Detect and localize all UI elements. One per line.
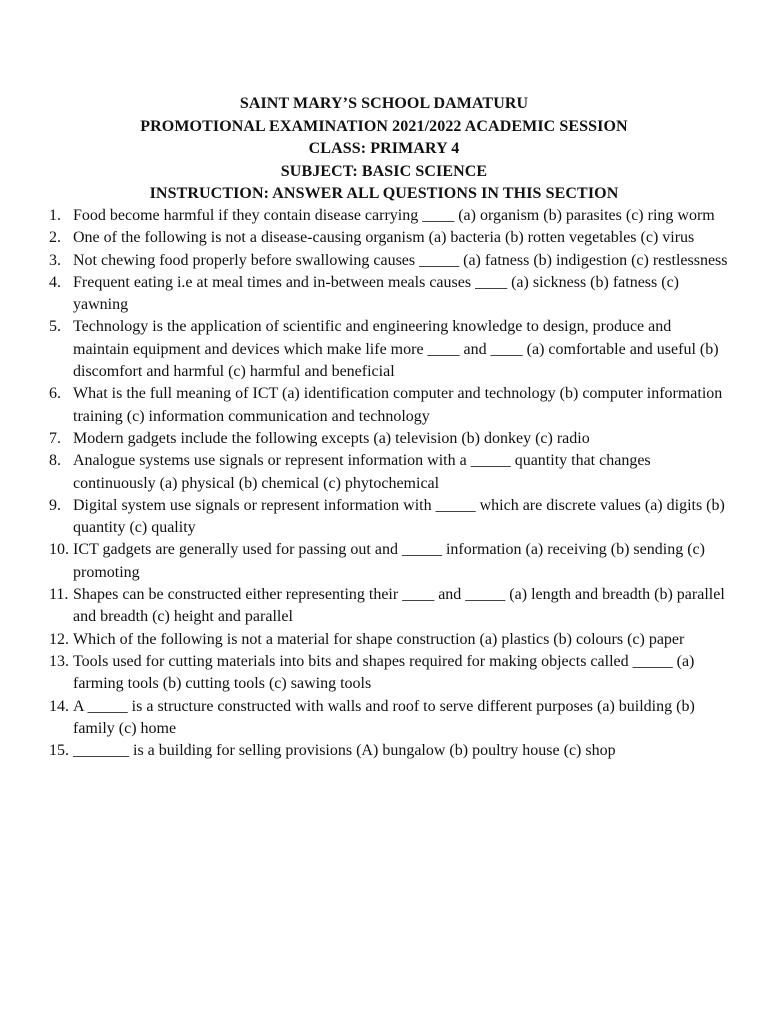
- question-list: [49, 205, 729, 762]
- question-number: 14.: [49, 697, 69, 715]
- question-number: 6.: [49, 385, 61, 403]
- question-item: [49, 740, 729, 762]
- question-text: Digital system use signals or represent information with _____ which are discrete values (a) digits (b) quantity (c) quality: [73, 496, 725, 537]
- exam-header: [0, 93, 768, 206]
- question-number: 11.: [49, 586, 69, 604]
- question-number: 3.: [49, 251, 61, 269]
- question-text: Food become harmful if they contain disease carrying ____ (a) organism (b) parasites (c) ring worm: [73, 207, 715, 224]
- instruction-label: INSTRUCTION: ANSWER ALL QUESTIONS IN THIS SECTION: [149, 185, 619, 202]
- question-item: [49, 629, 729, 651]
- exam-title: PROMOTIONAL EXAMINATION 2021/2022 ACADEMIC SESSION: [140, 117, 628, 135]
- question-item: [49, 227, 729, 249]
- question-item: [49, 450, 729, 495]
- question-number: 8.: [49, 452, 61, 470]
- question-text: Modern gadgets include the following excepts (a) television (b) donkey (c) radio: [73, 429, 590, 447]
- question-item: [49, 651, 729, 696]
- question-text: One of the following is not a disease-causing organism (a) bacteria (b) rotten vegetables (c) virus: [73, 229, 695, 247]
- question-text: Frequent eating i.e at meal times and in-between meals causes ____ (a) sickness (b) fatness (c) yawning: [73, 273, 680, 314]
- question-text: Technology is the application of scientific and engineering knowledge to design, produce and maintain equipment and devices which make life more ____ and ____ (a) comfortable and useful (b) discomfort and harmful (c) harmful and beneficial: [73, 318, 719, 381]
- question-text: ICT gadgets are generally used for passing out and _____ information (a) receiving (b) sending (c) promoting: [73, 541, 705, 581]
- question-item: [49, 428, 729, 450]
- question-item: [49, 205, 729, 227]
- question-text: Shapes can be constructed either representing their ____ and _____ (a) length and breadth (b) parallel and breadth (c) height and parallel: [73, 586, 725, 626]
- question-item: [49, 696, 729, 741]
- class-label: CLASS: PRIMARY 4: [308, 140, 460, 157]
- question-item: [49, 316, 729, 383]
- question-text: _______ is a building for selling provisions (A) bungalow (b) poultry house (c) shop: [73, 742, 616, 760]
- question-number: 1.: [49, 207, 61, 224]
- question-item: [49, 495, 729, 540]
- question-item: [49, 272, 729, 317]
- question-item: [49, 539, 729, 584]
- question-number: 15.: [49, 742, 69, 760]
- question-item: [49, 584, 729, 629]
- question-number: 13.: [49, 652, 69, 670]
- subject-label: SUBJECT: BASIC SCIENCE: [280, 162, 488, 180]
- question-text: Not chewing food properly before swallowing causes _____ (a) fatness (b) indigestion (c) restlessness: [73, 251, 728, 269]
- question-number: 4.: [49, 273, 61, 291]
- question-number: 9.: [49, 496, 61, 514]
- question-text: A _____ is a structure constructed with walls and roof to serve different purposes (a) building (b) family (c) home: [73, 697, 695, 737]
- question-item: [49, 383, 729, 428]
- question-text: Tools used for cutting materials into bits and shapes required for making objects called _____ (a) farming tools (b) cutting tools (c) sawing tools: [73, 652, 695, 693]
- question-number: 12.: [49, 630, 69, 648]
- school-name: SAINT MARY’S SCHOOL DAMATURU: [239, 95, 529, 112]
- question-text: Analogue systems use signals or represent information with a _____ quantity that changes continuously (a) physical (b) chemical (c) phytochemical: [73, 452, 651, 492]
- question-number: 7.: [49, 429, 61, 447]
- question-number: 5.: [49, 318, 61, 336]
- question-text: What is the full meaning of ICT (a) identification computer and technology (b) computer information training (c) information communication and technology: [73, 385, 723, 425]
- question-number: 2.: [49, 229, 61, 247]
- question-text: Which of the following is not a material for shape construction (a) plastics (b) colours (c) paper: [73, 630, 685, 648]
- question-number: 10.: [49, 541, 69, 559]
- question-item: [49, 250, 729, 272]
